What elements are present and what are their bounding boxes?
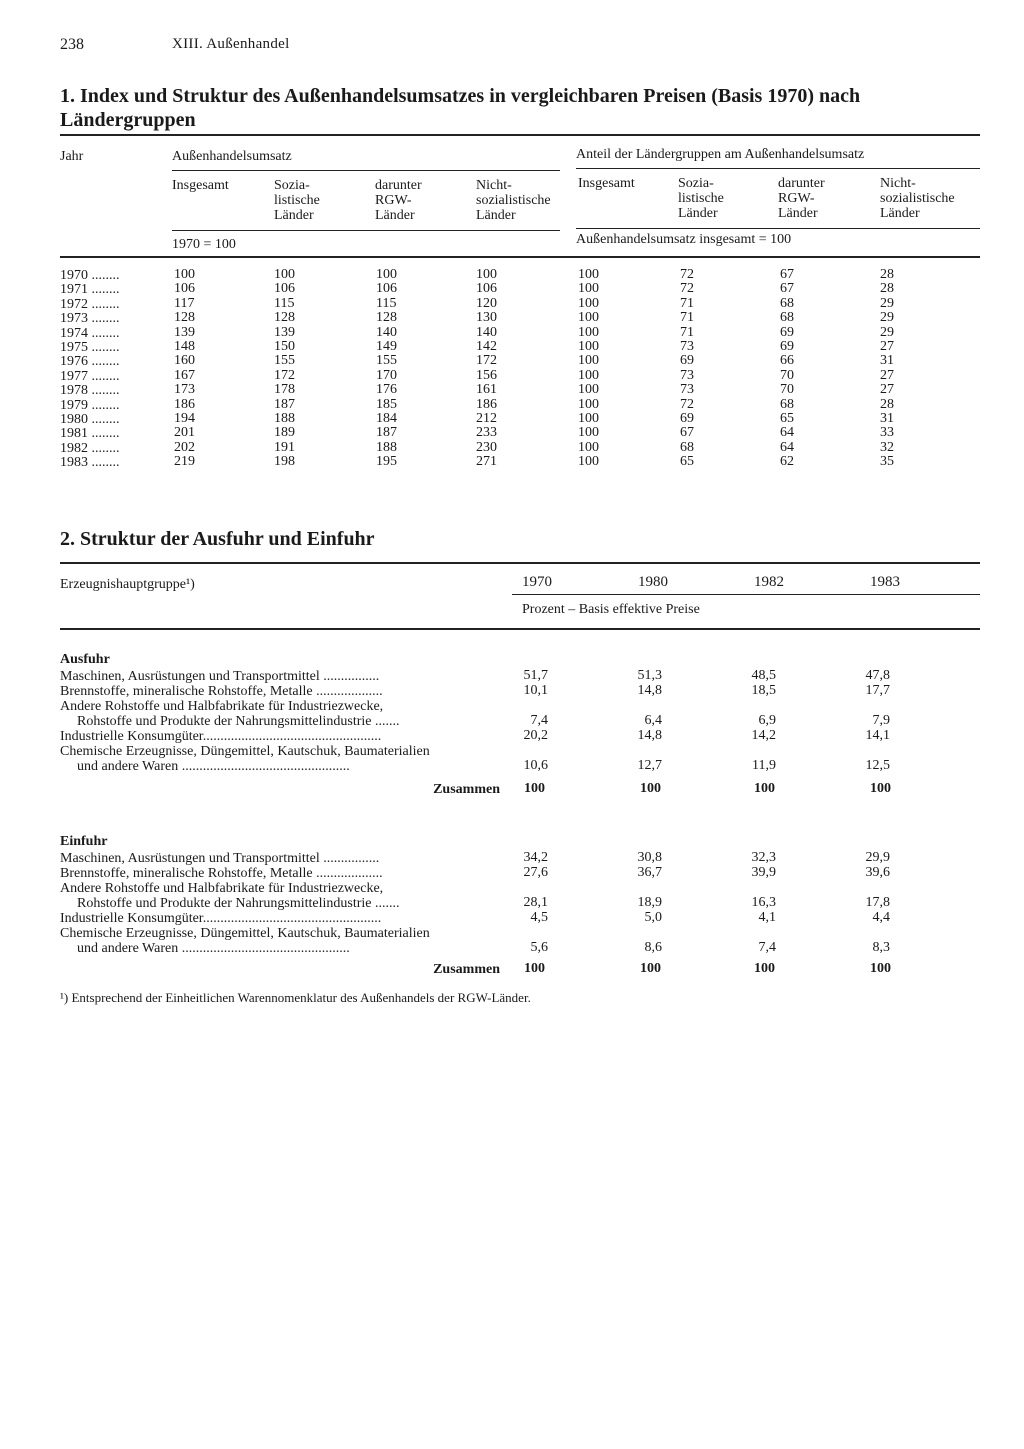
table-cell: 148 [174, 339, 195, 354]
total-cell: 100 [870, 961, 891, 976]
table-cell: 65 [680, 454, 694, 470]
table-cell: 173 [174, 382, 195, 398]
table-cell: 100 [174, 267, 195, 282]
total-cell: 100 [870, 781, 891, 796]
table-cell: 100 [578, 411, 599, 426]
table-cell: 100 [578, 439, 599, 455]
table-cell: 20,2 [523, 728, 548, 743]
table-cell: 100 [578, 382, 599, 398]
table-cell: 35 [880, 454, 894, 470]
table-cell: 176 [376, 382, 397, 398]
table-cell: 161 [476, 382, 497, 398]
table1-header-bottom-rule [60, 256, 980, 258]
table-cell: 32 [880, 439, 894, 455]
table-cell: 100 [578, 367, 599, 383]
group-header-right: Anteil der Ländergruppen am Außenhandelsumsatz [576, 147, 865, 162]
col-header-group: Erzeugnishauptgruppe¹) [60, 577, 195, 592]
table-cell: 186 [476, 396, 497, 412]
table-cell: 201 [174, 425, 195, 441]
table-cell: 32,3 [751, 850, 776, 865]
table-cell: 71 [680, 310, 694, 326]
table-cell: 100 [578, 324, 599, 340]
total-label: Zusammen [433, 962, 500, 977]
row-label: Chemische Erzeugnisse, Düngemittel, Kautschuk, Baumaterialien [60, 744, 430, 759]
table-row-year: 1974 ........ [60, 325, 120, 341]
table-cell: 64 [780, 425, 794, 441]
year-header: 1980 [638, 574, 668, 590]
table-cell: 27 [880, 339, 894, 354]
table-cell: 69 [680, 353, 694, 369]
table-cell: 187 [376, 425, 397, 441]
total-cell: 100 [524, 961, 545, 976]
table-cell: 172 [274, 367, 295, 383]
table-cell: 106 [376, 281, 397, 297]
table-cell: 66 [780, 353, 794, 369]
table-cell: 100 [578, 425, 599, 441]
table-cell: 178 [274, 382, 295, 398]
table-cell: 17,7 [865, 683, 890, 698]
table-cell: 69 [780, 339, 794, 354]
table-cell: 7,4 [758, 940, 776, 955]
table-cell: 12,7 [637, 758, 662, 773]
table-cell: 36,7 [637, 865, 662, 880]
table-cell: 12,5 [865, 758, 890, 773]
year-header: 1983 [870, 574, 900, 590]
table-cell: 73 [680, 382, 694, 398]
table-row-year: 1975 ........ [60, 340, 120, 355]
table-cell: 27,6 [523, 865, 548, 880]
col-subheader: darunter RGW- Länder [778, 176, 825, 221]
col-subheader: Sozia- listische Länder [678, 176, 724, 221]
table-row-year: 1979 ........ [60, 397, 120, 413]
table-cell: 7,9 [872, 713, 890, 728]
table-cell: 73 [680, 367, 694, 383]
table-cell: 51,3 [637, 668, 662, 683]
table-row-year: 1973 ........ [60, 311, 120, 327]
table-cell: 100 [476, 267, 497, 282]
unit-label-right: Außenhandelsumsatz insgesamt = 100 [576, 232, 792, 247]
table-cell: 4,1 [758, 910, 776, 925]
table-cell: 167 [174, 367, 195, 383]
table-cell: 73 [680, 339, 694, 354]
table-row-year: 1976 ........ [60, 354, 120, 370]
table-cell: 39,9 [751, 865, 776, 880]
row-label: Maschinen, Ausrüstungen und Transportmittel ................ [60, 851, 380, 866]
table-cell: 172 [476, 353, 497, 369]
col-subheader: Sozia- listische Länder [274, 178, 320, 223]
table-cell: 212 [476, 411, 497, 426]
table-cell: 30,8 [637, 850, 662, 865]
table-cell: 48,5 [751, 668, 776, 683]
table-cell: 186 [174, 396, 195, 412]
table-cell: 155 [376, 353, 397, 369]
row-label: Andere Rohstoffe und Halbfabrikate für Industriezwecke, [60, 881, 384, 896]
table-cell: 14,8 [637, 683, 662, 698]
row-label: Chemische Erzeugnisse, Düngemittel, Kautschuk, Baumaterialien [60, 926, 430, 941]
table-cell: 4,5 [530, 910, 548, 925]
chapter-heading: XIII. Außenhandel [172, 36, 290, 52]
section-heading: Einfuhr [60, 834, 108, 849]
year-header: 1982 [754, 574, 784, 590]
table-cell: 27 [880, 382, 894, 398]
row-label: Industrielle Konsumgüter................................................... [60, 729, 382, 744]
table-cell: 51,7 [523, 668, 548, 683]
table-cell: 187 [274, 396, 295, 412]
table-cell: 14,2 [751, 728, 776, 743]
table-cell: 155 [274, 353, 295, 369]
col-subheader: Insgesamt [578, 176, 635, 191]
table-cell: 16,3 [751, 895, 776, 910]
row-label: Rohstoffe und Produkte der Nahrungsmittelindustrie ....... [77, 714, 400, 729]
table-cell: 120 [476, 295, 497, 311]
table-cell: 72 [680, 281, 694, 297]
table-cell: 10,1 [523, 683, 548, 698]
table-cell: 188 [376, 439, 397, 455]
table-cell: 39,6 [865, 865, 890, 880]
year-rule [512, 594, 980, 595]
col-subheader: Insgesamt [172, 178, 229, 193]
table-cell: 117 [174, 295, 195, 311]
total-cell: 100 [640, 961, 661, 976]
col-subheader: Nicht- sozialistische Länder [880, 176, 955, 221]
table-cell: 106 [476, 281, 497, 297]
table-cell: 156 [476, 367, 497, 383]
table-cell: 149 [376, 339, 397, 354]
table-cell: 4,4 [872, 910, 890, 925]
year-header: 1970 [522, 574, 552, 590]
table-cell: 189 [274, 425, 295, 441]
table-cell: 185 [376, 396, 397, 412]
table2-title: 2. Struktur der Ausfuhr und Einfuhr [60, 528, 375, 550]
table-cell: 100 [578, 281, 599, 297]
table-cell: 28 [880, 281, 894, 297]
table-cell: 67 [780, 267, 794, 282]
table-cell: 64 [780, 439, 794, 455]
table-cell: 27 [880, 367, 894, 383]
table-cell: 100 [376, 267, 397, 282]
table-cell: 11,9 [752, 758, 776, 773]
table-cell: 142 [476, 339, 497, 354]
table-cell: 29,9 [865, 850, 890, 865]
table-cell: 8,6 [644, 940, 662, 955]
row-label: Andere Rohstoffe und Halbfabrikate für Industriezwecke, [60, 699, 384, 714]
table-row-year: 1983 ........ [60, 455, 120, 471]
table1-title: 1. Index und Struktur des Außenhandelsumsatzes in vergleichbaren Preisen (Basis 1970) nach Ländergruppen [60, 85, 861, 131]
row-label: und andere Waren ................................................ [77, 941, 350, 956]
table-cell: 6,4 [644, 713, 662, 728]
table-cell: 14,8 [637, 728, 662, 743]
table-cell: 28,1 [523, 895, 548, 910]
row-label: Maschinen, Ausrüstungen und Transportmittel ................ [60, 669, 380, 684]
col-subheader: Nicht- sozialistische Länder [476, 178, 551, 223]
table-cell: 31 [880, 411, 894, 426]
table1-top-rule [60, 134, 980, 136]
table-cell: 100 [274, 267, 295, 282]
table-cell: 106 [274, 281, 295, 297]
table-cell: 139 [174, 324, 195, 340]
table-cell: 71 [680, 324, 694, 340]
table-cell: 68 [680, 439, 694, 455]
row-label: Rohstoffe und Produkte der Nahrungsmittelindustrie ....... [77, 896, 400, 911]
table-cell: 202 [174, 439, 195, 455]
table-cell: 5,6 [530, 940, 548, 955]
unit-label-left: 1970 = 100 [172, 237, 236, 252]
table-cell: 100 [578, 295, 599, 311]
table-cell: 195 [376, 454, 397, 470]
total-cell: 100 [640, 781, 661, 796]
table-cell: 100 [578, 267, 599, 282]
table-cell: 198 [274, 454, 295, 470]
section-heading: Ausfuhr [60, 652, 110, 667]
unit-label: Prozent – Basis effektive Preise [522, 602, 700, 617]
table-row-year: 1982 ........ [60, 440, 120, 456]
table-cell: 191 [274, 439, 295, 455]
table2-top-rule [60, 562, 980, 564]
total-cell: 100 [754, 781, 775, 796]
table-cell: 100 [578, 339, 599, 354]
table-cell: 68 [780, 396, 794, 412]
unit-rule-right [576, 228, 980, 229]
unit-rule-left [172, 230, 560, 231]
table-cell: 115 [274, 295, 295, 311]
group-header-left: Außenhandelsumsatz [172, 149, 292, 164]
table-cell: 130 [476, 310, 497, 326]
table-cell: 128 [274, 310, 295, 326]
table-cell: 106 [174, 281, 195, 297]
table-cell: 18,5 [751, 683, 776, 698]
table-row-year: 1980 ........ [60, 412, 120, 427]
table-cell: 29 [880, 310, 894, 326]
table-cell: 233 [476, 425, 497, 441]
table-cell: 271 [476, 454, 497, 470]
table-row-year: 1977 ........ [60, 368, 120, 384]
row-label: Industrielle Konsumgüter................................................... [60, 911, 382, 926]
table-cell: 219 [174, 454, 195, 470]
group-rule-right [576, 168, 980, 169]
row-label: und andere Waren ................................................ [77, 759, 350, 774]
table-cell: 72 [680, 267, 694, 282]
table-cell: 160 [174, 353, 195, 369]
table-row-year: 1971 ........ [60, 282, 120, 298]
table-cell: 18,9 [637, 895, 662, 910]
table-cell: 100 [578, 310, 599, 326]
col-header-year: Jahr [60, 149, 84, 164]
table-cell: 29 [880, 324, 894, 340]
table-cell: 33 [880, 425, 894, 441]
total-label: Zusammen [433, 782, 500, 797]
table-cell: 8,3 [872, 940, 890, 955]
table-cell: 62 [780, 454, 794, 470]
page-number: 238 [60, 36, 84, 53]
table-cell: 128 [376, 310, 397, 326]
table-cell: 47,8 [865, 668, 890, 683]
table-cell: 29 [880, 295, 894, 311]
table-cell: 67 [680, 425, 694, 441]
table-cell: 28 [880, 396, 894, 412]
table-cell: 115 [376, 295, 397, 311]
row-label: Brennstoffe, mineralische Rohstoffe, Metalle ................... [60, 866, 383, 881]
table-cell: 72 [680, 396, 694, 412]
table-cell: 10,6 [523, 758, 548, 773]
table2-header-bottom-rule [60, 628, 980, 630]
table-cell: 67 [780, 281, 794, 297]
table-cell: 230 [476, 439, 497, 455]
table-cell: 28 [880, 267, 894, 282]
table-cell: 100 [578, 396, 599, 412]
total-cell: 100 [754, 961, 775, 976]
table-cell: 69 [680, 411, 694, 426]
table-row-year: 1970 ........ [60, 268, 120, 283]
table-cell: 170 [376, 367, 397, 383]
table-cell: 34,2 [523, 850, 548, 865]
group-rule-left [172, 170, 560, 171]
row-label: Brennstoffe, mineralische Rohstoffe, Metalle ................... [60, 684, 383, 699]
table-cell: 140 [376, 324, 397, 340]
table-row-year: 1981 ........ [60, 426, 120, 442]
col-subheader: darunter RGW- Länder [375, 178, 422, 223]
table-cell: 7,4 [530, 713, 548, 728]
table-cell: 68 [780, 310, 794, 326]
table-cell: 68 [780, 295, 794, 311]
table-cell: 14,1 [865, 728, 890, 743]
table-cell: 194 [174, 411, 195, 426]
table-cell: 150 [274, 339, 295, 354]
table-cell: 128 [174, 310, 195, 326]
table-cell: 5,0 [644, 910, 662, 925]
table-cell: 17,8 [865, 895, 890, 910]
total-cell: 100 [524, 781, 545, 796]
table-cell: 70 [780, 382, 794, 398]
table-cell: 70 [780, 367, 794, 383]
table-cell: 140 [476, 324, 497, 340]
table-cell: 31 [880, 353, 894, 369]
table-cell: 188 [274, 411, 295, 426]
table-row-year: 1972 ........ [60, 296, 120, 312]
table-cell: 139 [274, 324, 295, 340]
table-cell: 71 [680, 295, 694, 311]
table-cell: 184 [376, 411, 397, 426]
table-row-year: 1978 ........ [60, 383, 120, 399]
table-cell: 100 [578, 353, 599, 369]
table-cell: 100 [578, 454, 599, 470]
table-cell: 6,9 [758, 713, 776, 728]
table-cell: 65 [780, 411, 794, 426]
table-cell: 69 [780, 324, 794, 340]
footnote: ¹) Entsprechend der Einheitlichen Warennomenklatur des Außenhandels der RGW-Länder. [60, 990, 531, 1005]
